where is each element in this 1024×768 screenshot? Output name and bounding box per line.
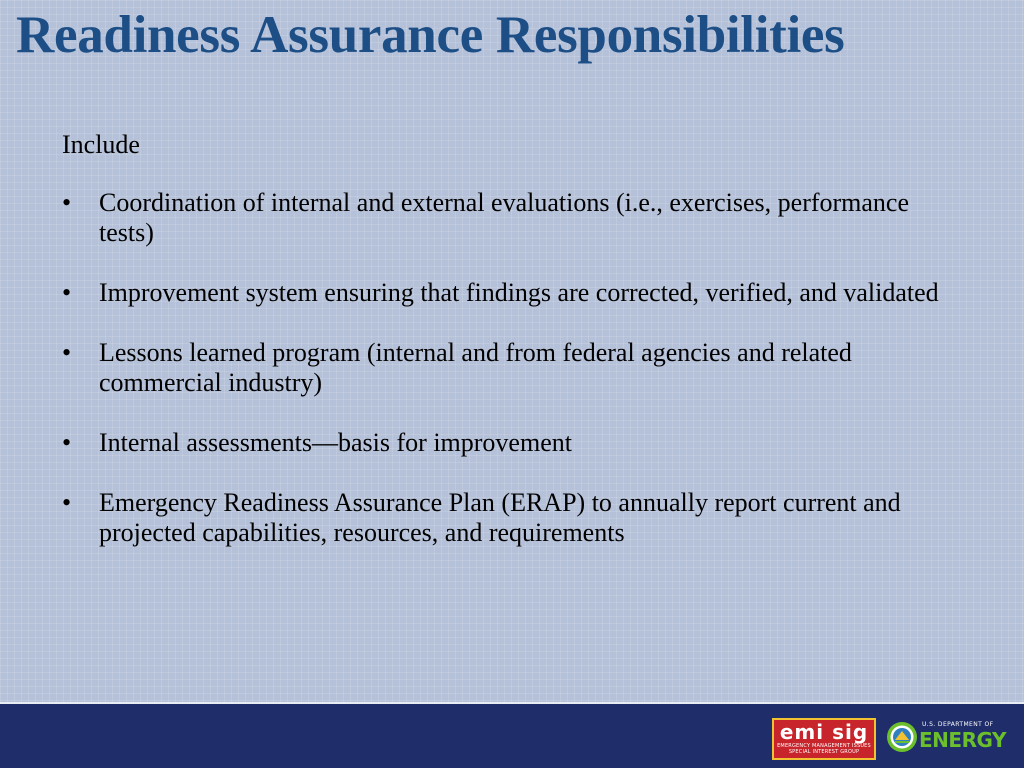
footer-band: [0, 704, 1024, 768]
emi-logo-subtext: SPECIAL INTEREST GROUP: [788, 749, 860, 755]
emi-sig-logo: [772, 718, 876, 760]
bullet-marker: •: [62, 488, 72, 517]
slide-title: Readiness Assurance Responsibilities: [16, 6, 845, 64]
intro-text: Include: [62, 130, 140, 159]
doe-label-big: ENERGY: [919, 728, 1006, 752]
bullet-item: [62, 428, 962, 458]
bullet-text: Coordination of internal and external evaluations (i.e., exercises, performance tests): [99, 188, 910, 247]
doe-label-small: U.S. DEPARTMENT OF: [922, 721, 994, 728]
emi-logo-text: emi sig: [779, 720, 869, 744]
emi-logo-subtext: EMERGENCY MANAGEMENT ISSUES: [777, 743, 871, 749]
bullet-item: [62, 278, 962, 308]
bullet-text: Emergency Readiness Assurance Plan (ERAP) to annually report current and projected capabilities, resources, and requirements: [99, 488, 901, 547]
bullet-text: Internal assessments—basis for improvement: [99, 428, 572, 457]
bullet-item: [62, 338, 962, 398]
bullet-text: Lessons learned program (internal and from federal agencies and related commercial industry): [99, 338, 852, 397]
bullet-marker: •: [62, 428, 72, 457]
bullet-item: [62, 188, 962, 248]
doe-seal-icon: [886, 721, 918, 753]
bullet-marker: •: [62, 338, 72, 367]
bullet-marker: •: [62, 278, 72, 307]
bullet-item: [62, 488, 962, 548]
slide-content: [62, 130, 962, 578]
bullet-list: [62, 188, 962, 548]
bullet-text: Improvement system ensuring that findings are corrected, verified, and validated: [99, 278, 939, 307]
bullet-marker: •: [62, 188, 72, 217]
